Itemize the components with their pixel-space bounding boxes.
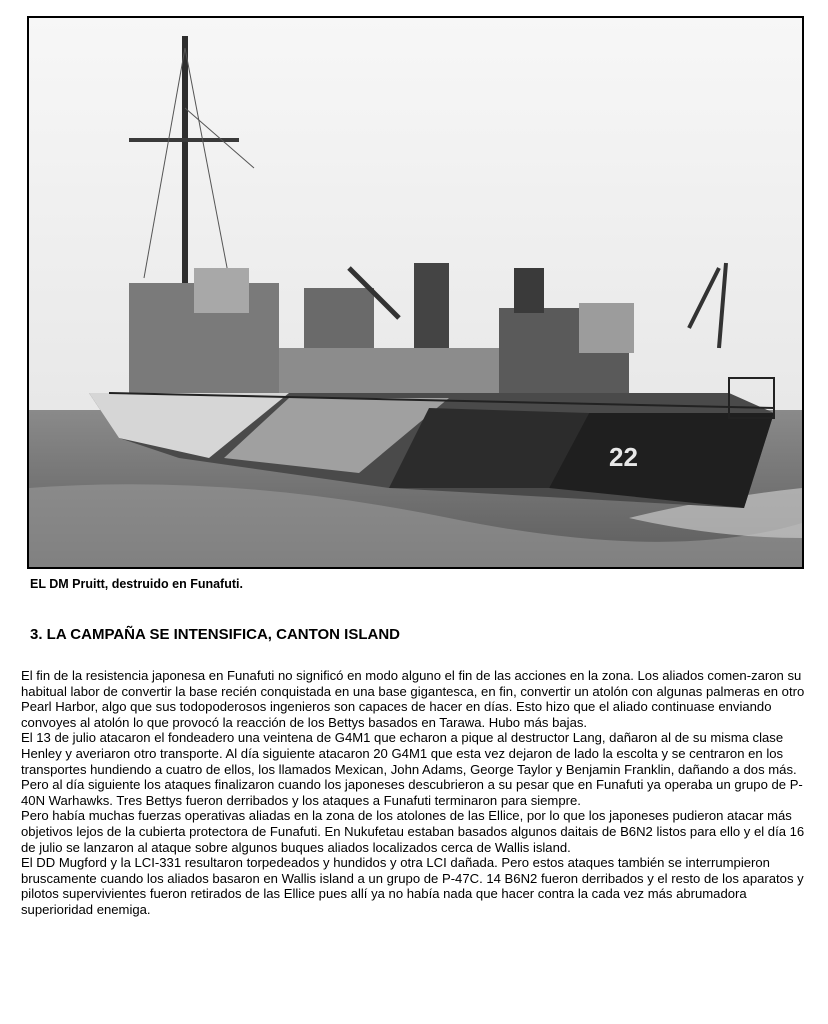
photo-caption: EL DM Pruitt, destruido en Funafuti.: [30, 577, 243, 591]
article-body: [21, 668, 821, 918]
hull-number: 22: [609, 442, 638, 472]
warship-photo-icon: [29, 18, 802, 567]
paragraph: El DD Mugford y la LCI-331 resultaron torpedeados y hundidos y otra LCI dañada. Pero estos ataques también se interrumpieron bruscamente cuando los aliados basaron en Wallis island a un grupo de P-47C. 14 B6N2 fueron derribados y el resto de los aparatos y pilotos supervivientes fueron retirados de las Ellice pues allí ya no había nada que hacer contra la cada vez más abrumadora superioridad enemiga.: [21, 855, 804, 917]
paragraph: El 13 de julio atacaron el fondeadero una veintena de G4M1 que echaron a pique al destructor Lang, dañaron al de su misma clase Henley y averiaron otro transporte. Al día siguiente atacaron 20 G4M1 que esta vez dejaron de lado la escolta y se centraron en los transportes hundiendo a cuatro de ellos, los llamados Mexican, John Adams, George Taylor y Benjamin Franklin, dañando a dos más. Pero al día siguiente los ataques finalizaron cuando los japoneses descubrieron a su pesar que en Funafuti ya operaba un grupo de P-40N Warhawks. Tres Bettys fueron derribados y los ataques a Funafuti terminaron para siempre.: [21, 730, 803, 808]
paragraph: Pero había muchas fuerzas operativas aliadas en la zona de los atolones de las Ellice, por lo que los japoneses pudieron atacar más objetivos lejos de la cubierta protectora de Funafuti. En Nukufetau estaban basados algunos daitais de B6N2 listos para ello y el día 16 de julio se lanzaron al ataque sobre algunos buques aliados localizados cerca de Wallis island.: [21, 808, 805, 855]
paragraph: El fin de la resistencia japonesa en Funafuti no significó en modo alguno el fin de las acciones en la zona. Los aliados comen-zaron su habitual labor de convertir la base recién conquistada en una base gigantesca, en fin, convertir un atolón con algunas palmeras en otro Pearl Harbor, algo que sus todopoderosos ingenieros son capaces de hacer en días. Esto hizo que el aliado continuase enviando convoyes al atolón lo que provocó la reacción de los Bettys basados en Tarawa. Hubo más bajas.: [21, 668, 805, 730]
section-title: 3. LA CAMPAÑA SE INTENSIFICA, CANTON ISLAND: [30, 626, 401, 643]
ship-photo: [27, 16, 804, 569]
